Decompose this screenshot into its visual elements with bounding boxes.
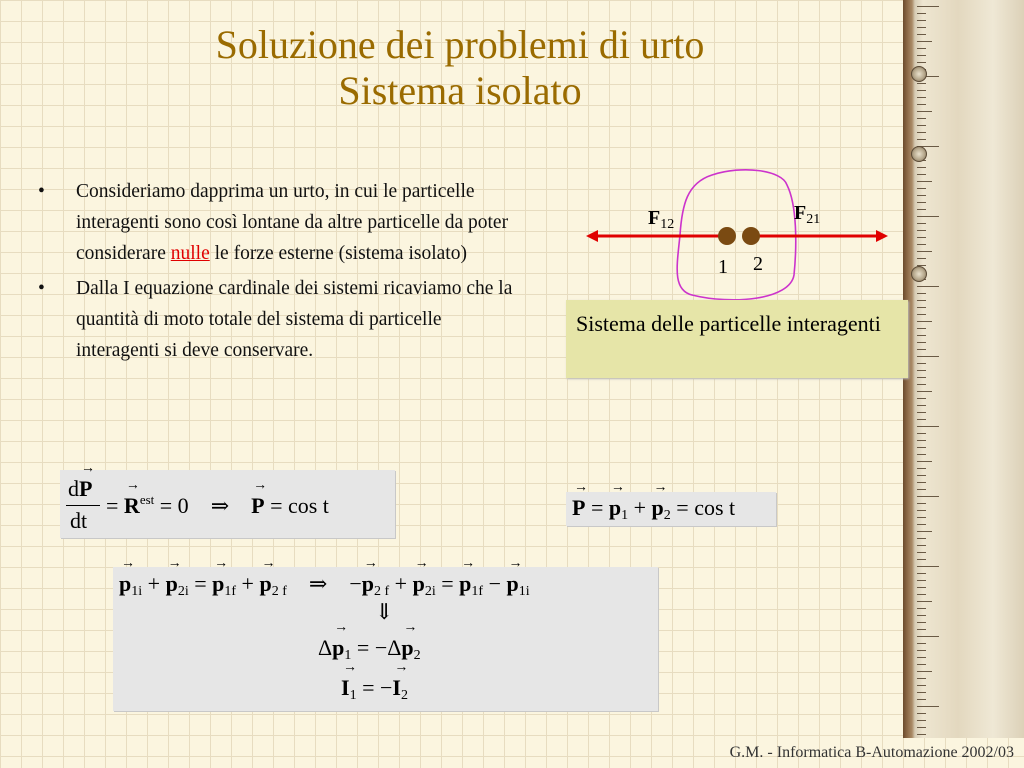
ruler-tick	[917, 118, 926, 119]
ruler-tick	[917, 657, 926, 658]
footer-text: G.M. - Informatica B-Automazione 2002/03	[729, 744, 1014, 761]
equation-line-4: → $I_1$ = −→ $I_2$	[341, 675, 408, 704]
ruler-tick	[917, 538, 926, 539]
ruler-tick	[917, 216, 939, 217]
bullet-marker: •	[38, 278, 45, 299]
bullet-item-2	[38, 273, 518, 366]
ruler-tick	[917, 419, 926, 420]
ruler-tick	[917, 489, 926, 490]
particle-label-1: 1	[718, 256, 728, 278]
fraction-denominator: dt	[70, 508, 88, 533]
ruler-decoration	[903, 0, 1024, 738]
ruler-tick	[917, 447, 926, 448]
ruler-tick	[917, 321, 932, 322]
ruler-tick	[917, 391, 932, 392]
bullet-marker: •	[38, 181, 45, 202]
ruler-tick	[917, 636, 939, 637]
ruler-tick	[917, 699, 926, 700]
ruler-tick	[917, 664, 926, 665]
ruler-tick	[917, 370, 926, 371]
ruler-tick	[917, 594, 926, 595]
ruler-tick	[917, 181, 932, 182]
ruler-tick	[917, 132, 926, 133]
ruler-tick	[917, 727, 926, 728]
equation-collision-impulse	[113, 567, 658, 711]
ruler-tick	[917, 188, 926, 189]
ruler-tick	[917, 706, 939, 707]
ruler-tick	[917, 559, 926, 560]
ruler-tick	[917, 713, 926, 714]
ruler-tick	[917, 643, 926, 644]
equation-total-momentum	[566, 492, 776, 526]
force-label-f21: $F_{21}$	[794, 202, 821, 227]
ruler-tick	[917, 566, 939, 567]
ruler-tick	[917, 251, 932, 252]
screw-icon	[911, 266, 927, 282]
bullet-text-pre: Consideriamo dapprima un urto, in cui le particelle interagenti sono così lontane da altre particelle da poter considerare	[76, 181, 509, 264]
ruler-tick	[917, 587, 926, 588]
ruler-tick	[917, 496, 939, 497]
ruler-tick	[917, 517, 926, 518]
ruler-tick	[917, 293, 926, 294]
nulle-link[interactable]: nulle	[170, 243, 210, 264]
bullet-list	[38, 176, 518, 370]
ruler-tick	[917, 13, 926, 14]
ruler-tick	[917, 244, 926, 245]
caption-box: Sistema delle particelle interagenti	[566, 300, 908, 378]
ruler-tick	[917, 335, 926, 336]
equation-momentum-derivative	[60, 470, 395, 538]
particle-1	[718, 227, 736, 245]
ruler-tick	[917, 139, 926, 140]
ruler-tick	[917, 629, 926, 630]
title-line-2: Sistema isolato	[338, 68, 582, 113]
ruler-tick	[917, 510, 926, 511]
ruler-tick	[917, 195, 926, 196]
ruler-tick	[917, 209, 926, 210]
ruler-tick	[917, 608, 926, 609]
ruler-tick	[917, 237, 926, 238]
bullet-text-post: le forze esterne (sistema isolato)	[209, 243, 467, 264]
ruler-tick	[917, 342, 926, 343]
equation-rhs: = → $R^{est} = 0$ ⇒ → P = cos t	[106, 492, 329, 519]
ruler-tick	[917, 405, 926, 406]
arrowhead-left-icon	[586, 230, 598, 242]
ruler-tick	[917, 223, 926, 224]
ruler-tick	[917, 531, 932, 532]
fraction-numerator: d→ P	[68, 476, 92, 502]
ruler-tick	[917, 363, 926, 364]
equation-line-3: $\Delta\to p_1 = -\Delta\to p_2$	[318, 635, 421, 664]
ruler-tick	[917, 286, 939, 287]
ruler-tick	[917, 503, 926, 504]
ruler-tick	[917, 307, 926, 308]
ruler-tick	[917, 685, 926, 686]
ruler-tick	[917, 230, 926, 231]
ruler-tick	[917, 300, 926, 301]
particle-label-2: 2	[753, 253, 763, 275]
arrowhead-right-icon	[876, 230, 888, 242]
ruler-tick	[917, 468, 926, 469]
ruler-tick	[917, 174, 926, 175]
ruler-tick	[917, 20, 926, 21]
ruler-tick	[917, 328, 926, 329]
screw-icon	[911, 146, 927, 162]
slide-title	[0, 22, 920, 114]
ruler-tick	[917, 433, 926, 434]
diagram-svg	[582, 165, 902, 305]
particle-2	[742, 227, 760, 245]
ruler-tick	[917, 398, 926, 399]
ruler-tick	[917, 426, 939, 427]
ruler-tick	[917, 615, 926, 616]
ruler-tick	[917, 454, 926, 455]
ruler-tick	[917, 545, 926, 546]
ruler-tick	[917, 349, 926, 350]
ruler-tick	[917, 622, 926, 623]
ruler-tick	[917, 678, 926, 679]
ruler-tick	[917, 720, 926, 721]
ruler-tick	[917, 6, 939, 7]
bullet-text: Dalla I equazione cardinale dei sistemi ricaviamo che la quantità di moto totale del sistema di particelle interagenti si deve conservare.	[76, 278, 513, 361]
ruler-tick	[917, 650, 926, 651]
ruler-tick	[917, 356, 939, 357]
ruler-tick	[917, 202, 926, 203]
isolated-system-diagram	[582, 165, 902, 305]
ruler-tick	[917, 412, 926, 413]
ruler-tick	[917, 601, 932, 602]
ruler-tick	[917, 482, 926, 483]
ruler-tick	[917, 314, 926, 315]
equation-row: → P = → $p_1$ + → $p_2 = \cos t$	[572, 495, 735, 524]
ruler-tick	[917, 258, 926, 259]
ruler-tick	[917, 671, 932, 672]
bullet-item-1	[38, 176, 518, 269]
equation-line-1: → $p_{1i}$ + → $p_{2i}$ = → $p_{1f}$ + → $p_{2 f}$ ⇒ −→ $p_{2 f}$ + → $p_{2i}$ = → $p_{1f}$ − → $p_{1i}$	[119, 571, 530, 600]
ruler-tick	[917, 552, 926, 553]
ruler-tick	[917, 580, 926, 581]
ruler-tick	[917, 573, 926, 574]
ruler-tick	[917, 461, 932, 462]
ruler-tick	[917, 524, 926, 525]
force-label-f12: $F_{12}$	[648, 207, 675, 232]
ruler-tick	[917, 475, 926, 476]
ruler-tick	[917, 125, 926, 126]
fraction-bar	[66, 505, 100, 506]
ruler-tick	[917, 167, 926, 168]
ruler-tick	[917, 384, 926, 385]
title-line-1: Soluzione dei problemi di urto	[215, 22, 705, 67]
ruler-tick	[917, 377, 926, 378]
down-implies-icon: ⇓	[375, 599, 394, 624]
ruler-tick	[917, 440, 926, 441]
ruler-tick	[917, 692, 926, 693]
ruler-tick	[917, 734, 926, 735]
